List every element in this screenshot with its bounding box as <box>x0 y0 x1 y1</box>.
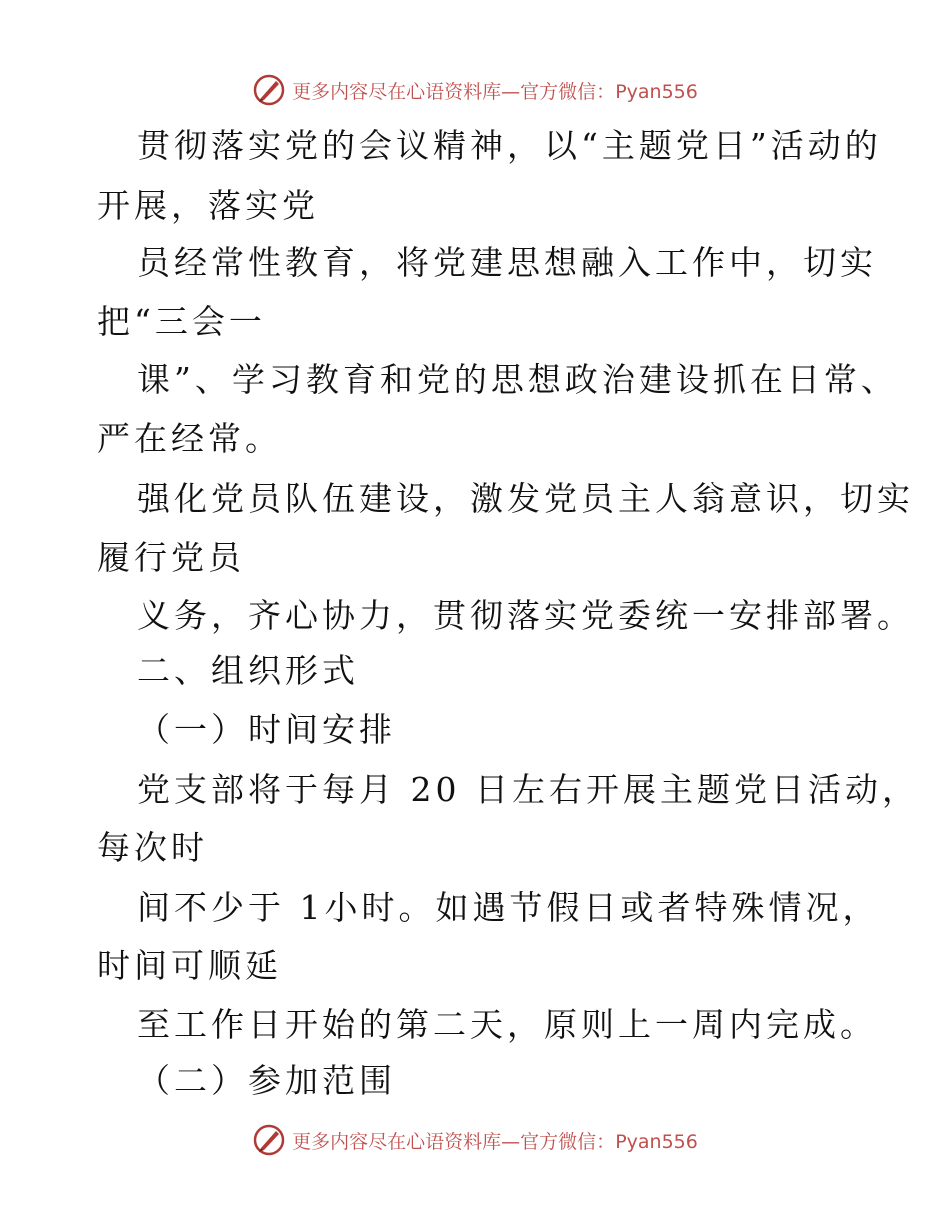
body-line: 开展，落实党 <box>97 186 319 225</box>
banner-text <box>292 77 698 104</box>
banner-title: 更多内容尽在心语资料库 <box>292 1130 502 1153</box>
subsection-heading: （二）参加范围 <box>137 1061 396 1100</box>
header-banner <box>0 70 950 110</box>
body-line: 至工作日开始的第二天，原则上一周内完成。 <box>137 1005 877 1044</box>
body-line: 时间可顺延 <box>97 946 282 985</box>
body-line: 严在经常。 <box>97 419 282 458</box>
quill-pen-logo-icon <box>252 73 286 107</box>
subsection-heading: （一）时间安排 <box>137 710 396 749</box>
banner-title: 更多内容尽在心语资料库 <box>292 80 502 103</box>
body-line: 员经常性教育，将党建思想融入工作中，切实 <box>137 243 877 282</box>
footer-banner <box>0 1120 950 1160</box>
banner-text <box>292 1127 698 1154</box>
body-line: 强化党员队伍建设，激发党员主人翁意识，切实 <box>137 479 914 518</box>
banner-dash: — <box>501 80 521 103</box>
body-line: 课”、学习教育和党的思想政治建设抓在日常、 <box>137 360 898 399</box>
body-line: 每次时 <box>97 828 208 867</box>
banner-account: Pyan556 <box>615 1130 698 1153</box>
body-line: 间不少于 1小时。如遇节假日或者特殊情况， <box>137 888 880 927</box>
body-line: 义务，齐心协力，贯彻落实党委统一安排部署。 <box>137 596 914 635</box>
body-line: 党支部将于每月 20 日左右开展主题党日活动， <box>137 770 919 809</box>
quill-pen-logo-icon <box>252 1123 286 1157</box>
banner-official: 官方微信： <box>520 1130 616 1153</box>
banner-official: 官方微信： <box>520 80 616 103</box>
body-line: 履行党员 <box>97 538 245 577</box>
section-heading: 二、组织形式 <box>137 651 359 690</box>
banner-account: Pyan556 <box>615 80 698 103</box>
body-line: 把“三会一 <box>97 302 266 341</box>
banner-dash: — <box>501 1130 521 1153</box>
body-line: 贯彻落实党的会议精神，以“主题党日”活动的 <box>137 126 882 165</box>
